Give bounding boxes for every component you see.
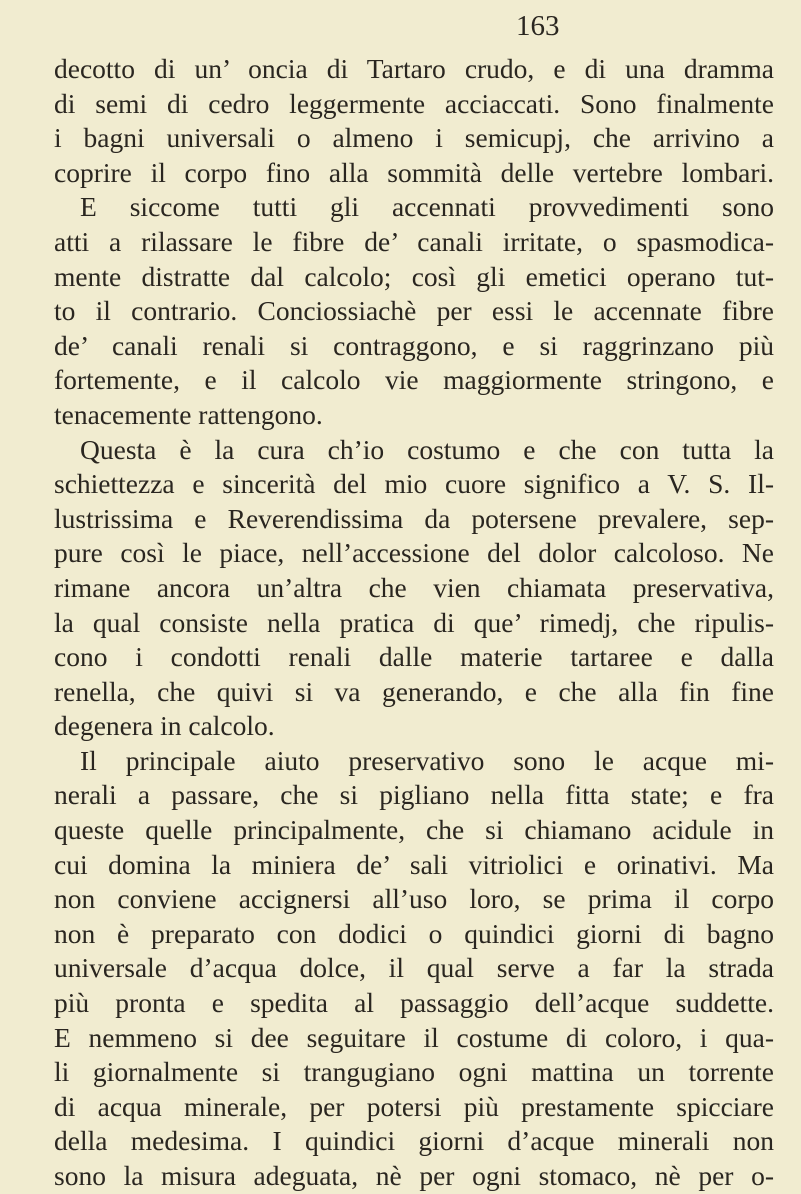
text-line: atti a rilassare le fibre de’ canali irritate, o spasmodica- xyxy=(54,225,774,257)
text-line: degenera in calcolo. xyxy=(54,710,275,742)
text-line: i bagni universali o almeno i semicupj, che arrivino a xyxy=(54,122,774,154)
text-line: E siccome tutti gli accennati provvedimenti sono xyxy=(80,191,774,223)
text-line: la qual consiste nella pratica di que’ rimedj, che ripulis- xyxy=(54,606,774,638)
page-number: 163 xyxy=(516,10,560,42)
text-line: coprire il corpo fino alla sommità delle vertebre lombari. xyxy=(54,156,774,188)
text-line: sono la misura adeguata, nè per ogni stomaco, nè per o- xyxy=(54,1160,774,1191)
body-text xyxy=(54,52,774,1194)
text-line: queste quelle principalmente, che si chiamano acidule in xyxy=(54,814,774,846)
text-line: Questa è la cura ch’io costumo e che con tutta la xyxy=(80,433,774,465)
text-line: nerali a passare, che si pigliano nella fitta state; e fra xyxy=(54,779,774,811)
text-line: della medesima. I quindici giorni d’acque minerali non xyxy=(54,1125,774,1157)
text-line: li giornalmente si trangugiano ogni mattina un torrente xyxy=(54,1056,774,1088)
text-line: to il contrario. Conciossiachè per essi le accennate fibre xyxy=(54,295,774,327)
text-line: mente distratte dal calcolo; così gli emetici operano tut- xyxy=(54,260,774,292)
text-line: più pronta e spedita al passaggio dell’acque suddette. xyxy=(54,987,774,1019)
text-line: de’ canali renali si contraggono, e si raggrinzano più xyxy=(54,329,774,361)
text-line: universale d’acqua dolce, il qual serve a far la strada xyxy=(54,952,774,984)
text-line: schiettezza e sincerità del mio cuore significo a V. S. Il- xyxy=(54,468,774,500)
text-line: lustrissima e Reverendissima da potersene prevalere, sep- xyxy=(54,502,774,534)
text-line: cono i condotti renali dalle materie tartaree e dalla xyxy=(54,641,774,673)
text-line: E nemmeno si dee seguitare il costume di coloro, i qua- xyxy=(54,1021,774,1053)
text-line: rimane ancora un’altra che vien chiamata preservativa, xyxy=(54,571,774,603)
text-line: di semi di cedro leggermente acciaccati. Sono finalmente xyxy=(54,87,774,119)
text-line: cui domina la miniera de’ sali vitriolici e orinativi. Ma xyxy=(54,848,774,880)
text-line: tenacemente rattengono. xyxy=(54,398,323,430)
text-line: decotto di un’ oncia di Tartaro crudo, e di una dramma xyxy=(54,53,774,84)
text-line: renella, che quivi si va generando, e che alla fin fine xyxy=(54,675,774,707)
text-line: non è preparato con dodici o quindici giorni di bagno xyxy=(54,917,774,949)
text-line: non conviene accignersi all’uso loro, se prima il corpo xyxy=(54,883,774,915)
text-line: pure così le piace, nell’accessione del dolor calcoloso. Ne xyxy=(54,537,774,569)
text-line: fortemente, e il calcolo vie maggiormente stringono, e xyxy=(54,364,774,396)
text-line: Il principale aiuto preservativo sono le acque mi- xyxy=(80,744,774,776)
text-line: di acqua minerale, per potersi più prestamente spicciare xyxy=(54,1090,774,1122)
